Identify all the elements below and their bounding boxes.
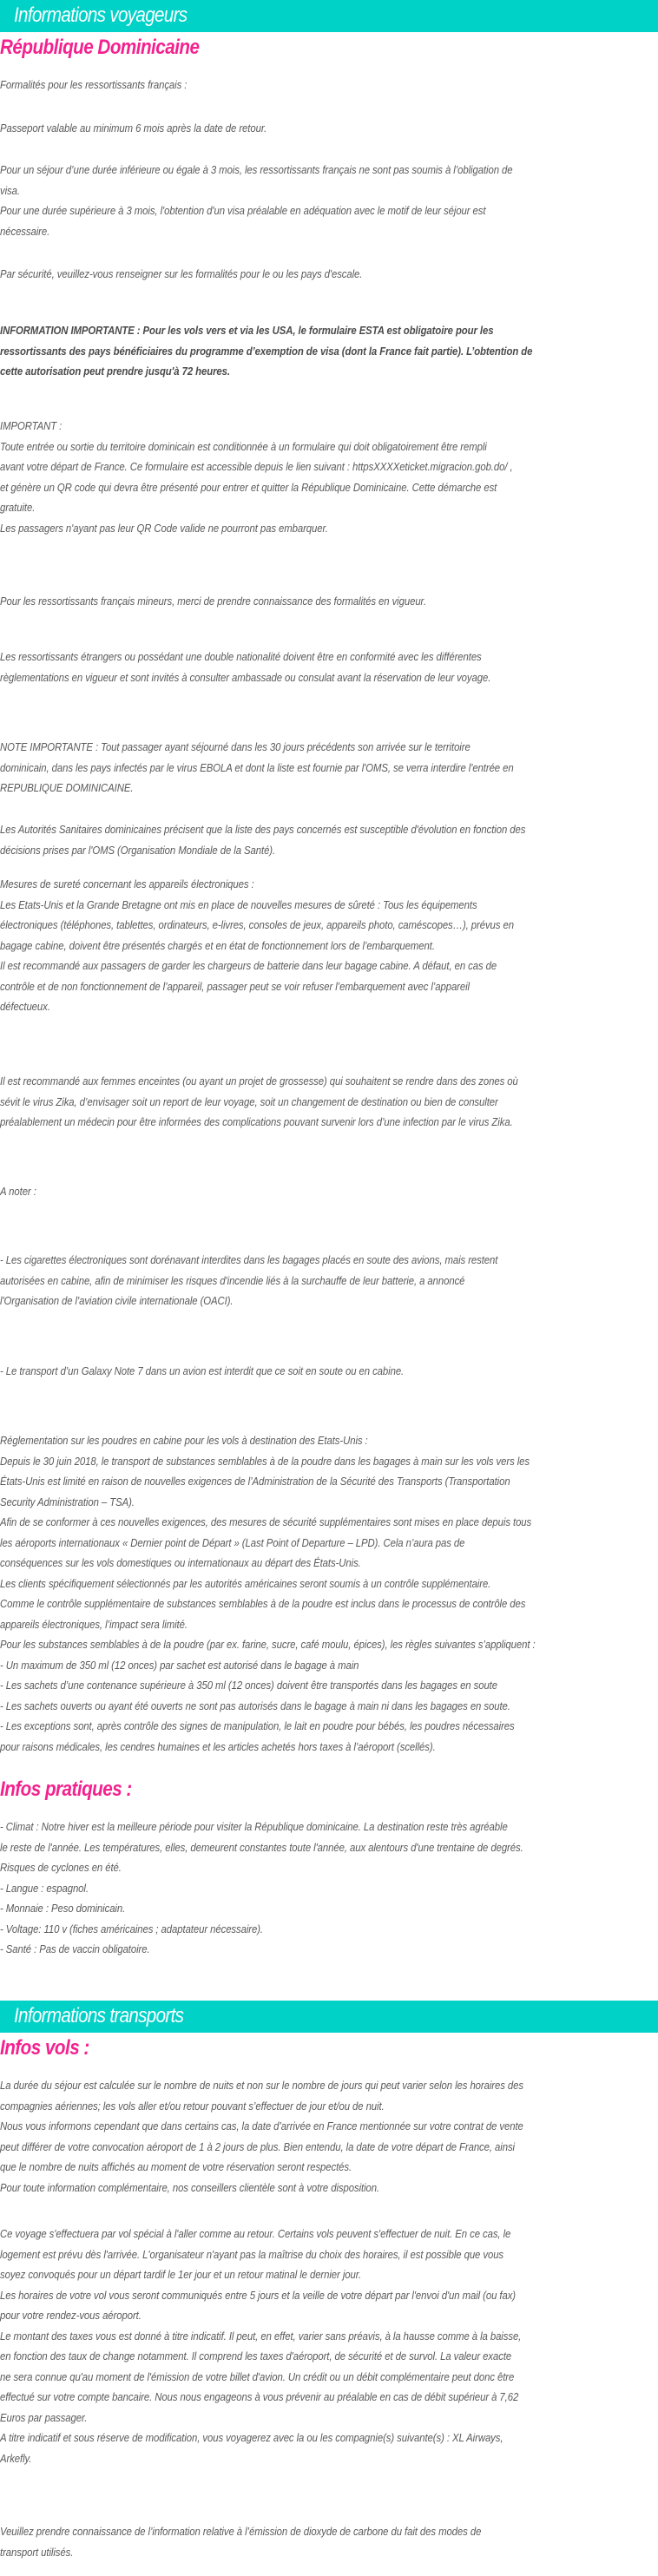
duree-text: La durée du séjour est calculée sur le nombre de nuits et non sur le nombre de jours qui peut varier selon les horaires des compagnies aériennes; les vols aller et/ou retour pouvant s’effectuer de jour et/ou de nuit. Nous vous informons cependant que dans certains cas, la date d’arrivée en France mentionnée sur votre contrat de vente peut différer de votre convocation aéroport de 1 à 2 jours de plus. Bien entendu, la date de votre départ de France, ainsi que le nombre de nuits affichés au moment de votre réservation seront respectés. Pour toute information complémentaire, nos conseillers clientèle sont à votre disposition. [0, 2079, 523, 2194]
infos-vols-heading: Infos vols : [0, 2036, 89, 2060]
oms-text: Les Autorités Sanitaires dominicaines précisent que la liste des pays concernés est susceptible d'évolution en fonction des décisions prises par l'OMS (Organisation Mondiale de la Santé). [0, 823, 526, 857]
esta-notice: INFORMATION IMPORTANTE : Pour les vols vers et via les USA, le formulaire ESTA est obligatoire pour les ressortissants des pays bénéficiaires du programme d’exemption de visa (dont la France fait partie). L’obtention de cette autorisation peut prendre jusqu'à 72 heures. [0, 324, 533, 378]
country-heading: République Dominicaine [0, 36, 200, 59]
a-noter-label: A noter : [0, 1185, 36, 1198]
pratiques-list: - Climat : Notre hiver est la meilleure période pour visiter la République dominicaine. La destination reste très agréable le reste de l'année. Les températures, elles, demeurent constantes toute l'année, aux alentours d'une trentaine de degrés. Risques de cyclones en été. - Langue : espagnol. - Monnaie : Peso dominicain. - Voltage: 110 v (fiches américaines ; adaptateur nécessaire). - Santé : Pas de vaccin obligatoire. [0, 1820, 523, 1955]
passeport-text: Passeport valable au minimum 6 mois après la date de retour. [0, 122, 267, 135]
escale-text: Par sécurité, veuillez-vous renseigner sur les formalités pour le ou les pays d'escale. [0, 267, 363, 280]
ebola-notice: NOTE IMPORTANTE : Tout passager ayant séjourné dans les 30 jours précédents son arrivée sur le territoire dominicain, dans les pays infectés par le virus EBOLA et dont la liste est fournie par l'OMS, se verra interdire l'entrée en REPUBLIQUE DOMINICAINE. [0, 740, 514, 794]
etrangers-text: Les ressortissants étrangers ou possédant une double nationalité doivent être en conformité avec les différentes règlementations en vigueur et sont invités à consulter ambassade ou consulat avant la réservation de leur voyage. [0, 650, 491, 684]
electronique-text: Mesures de sureté concernant les appareils électroniques : Les Etats-Unis et la Grande Bretagne ont mis en place de nouvelles mesures de sûreté : Tous les équipements électroniques (téléphones, tablettes, ordinateurs, e-livres, consoles de jeux, appareils photo, caméscopes…), prévus en bagage cabine, doivent être présentés chargés et en état de fonctionnement lors de l’embarquement. Il est recommandé aux passagers de garder les chargeurs de batterie dans leur bagage cabine. A défaut, en cas de contrôle et de non fonctionnement de l’appareil, passager peut se voir refuser l’embarquement avec l’appareil défectueux. [0, 877, 514, 1013]
important-qr-notice: IMPORTANT : Toute entrée ou sortie du territoire dominicain est conditionnée à un formulaire qui doit obligatoirement être rempli avant votre départ de France. Ce formulaire est accessible depuis le lien suivant : httpsXXXXeticket.migracion.gob.do/ , et génère un QR code qui devra être présenté pour entrer et quitter la République Dominicaine. Cette démarche est gratuite. Les passagers n'ayant pas leur QR Code valide ne pourront pas embarquer. [0, 419, 513, 535]
section-title: Informations voyageurs [14, 3, 188, 27]
galaxy-text: - Le transport d’un Galaxy Note 7 dans un avion est interdit que ce soit en soute ou en cabine. [0, 1364, 405, 1377]
poudres-text: Réglementation sur les poudres en cabine pour les vols à destination des Etats-Unis : Depuis le 30 juin 2018, le transport de substances semblables à de la poudre dans les bagages à main sur les vols vers les États-Unis est limité en raison de nouvelles exigences de l’Administration de la Sécurité des Transports (Transportation Security Administration – TSA). Afin de se conformer à ces nouvelles exigences, des mesures de sécurité supplémentaires sont mises en place depuis tous les aéroports internationaux « Dernier point de Départ » (Last Point of Departure – LPD). Cela n’aura pas de conséquences sur les vols domestiques ou internationaux au départ des États-Unis. Les clients spécifiquement sélectionnés par les autorités américaines seront soumis à un contrôle supplémentaire. Comme le contrôle supplémentaire de substances semblables à de la poudre est inclus dans le processus de contrôle des appareils électroniques, l’impact sera limité. Pour les substances semblables à de la poudre (par ex. farine, sucre, café moulu, épices), les règles suivantes s’appliquent : - Un maximum de 350 ml (12 onces) par sachet est autorisé dans le bagage à main - Les sachets d’une contenance supérieure à 350 ml (12 onces) doivent être transportés dans les bagages en soute - Les sachets ouverts ou ayant été ouverts ne sont pas autorisés dans le bagage à main ni dans les bagages en soute. - Les exceptions sont, après contrôle des signes de manipulation, le lait en poudre pour bébés, les poudres nécessaires pour raisons médicales, les cendres humaines et les articles achetés hors taxes à l’aéroport (scellés). [0, 1434, 536, 1753]
vol-special-text: Ce voyage s'effectuera par vol spécial à l'aller comme au retour. Certains vols peuvent s'effectuer de nuit. En ce cas, le logement est prévu dès l'arrivée. L'organisateur n'ayant pas la maîtrise du choix des horaires, il est possible que vous soyez convoqués pour un départ tardif le 1er jour et un retour matinal le dernier jour. Les horaires de votre vol vous seront communiqués entre 5 jours et la veille de votre départ par l'envoi d'un mail (ou fax) pour votre rendez-vous aéroport. Le montant des taxes vous est donné à titre indicatif. Il peut, en effet, varier sans préavis, à la hausse comme à la baisse, en fonction des taux de change notamment. Il comprend les taxes d'aéroport, de sécurité et de survol. La valeur exacte ne sera connue qu'au moment de l'émission de votre billet d'avion. Un crédit ou un débit complémentaire peut donc être effectué sur votre compte bancaire. Nous nous engageons à vous prévenir au préalable en cas de débit supérieur à 7,62 Euros par passager. A titre indicatif et sous réserve de modification, vous voyagerez avec la ou les compagnie(s) suivante(s) : XL Airways, Arkefly. [0, 2227, 522, 2465]
mineurs-text: Pour les ressortissants français mineurs, merci de prendre connaissance des formalités en vigueur. [0, 595, 426, 608]
infos-pratiques-heading: Infos pratiques : [0, 1778, 132, 1801]
cigarettes-text: - Les cigarettes électroniques sont dorénavant interdites dans les bagages placés en soute des avions, mais restent autorisées en cabine, afin de minimiser les risques d'incendie liés à la surchauffe de leur batterie, a annoncé l'Organisation de l'aviation civile internationale (OACI). [0, 1253, 498, 1307]
section-title: Informations transports [14, 2004, 184, 2027]
sejour-text: Pour un séjour d’une durée inférieure ou égale à 3 mois, les ressortissants français ne sont pas soumis à l’obligation de visa. Pour une durée supérieure à 3 mois, l'obtention d'un visa préalable en adéquation avec le motif de leur séjour est nécessaire. [0, 163, 513, 238]
section-header-voyageurs [0, 0, 658, 32]
section-header-transports [0, 2001, 658, 2033]
co2-text: Veuillez prendre connaissance de l’information relative à l’émission de dioxyde de carbone du fait des modes de transport utilisés. [0, 2525, 482, 2559]
formalites-label: Formalités pour les ressortissants français : [0, 78, 188, 91]
zika-text: Il est recommandé aux femmes enceintes (ou ayant un projet de grossesse) qui souhaitent se rendre dans des zones où sévit le virus Zika, d’envisager soit un report de leur voyage, soit un changement de destination ou bien de consulter préalablement un médecin pour être informées des complications pouvant survenir lors d’une infection par le virus Zika. [0, 1074, 518, 1128]
